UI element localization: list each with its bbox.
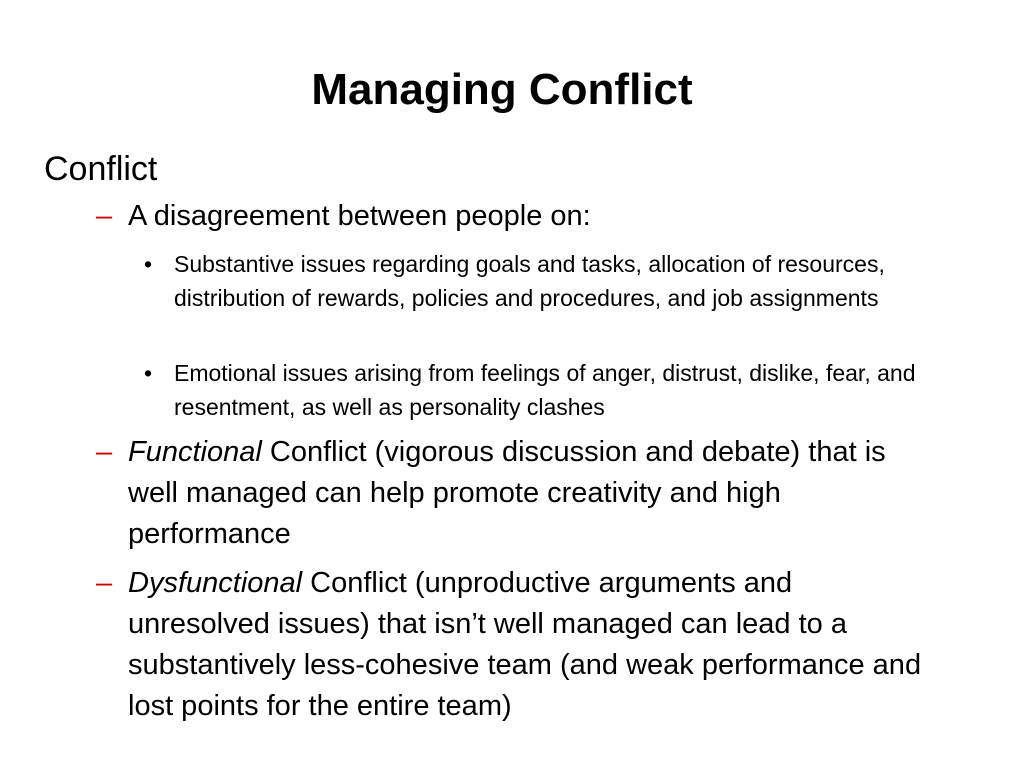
italic-term: Functional xyxy=(128,436,262,468)
sub-list-item-emotional xyxy=(144,356,934,424)
list-item-body: Conflict (vigorous discussion and debate) that is well managed can help promote creativity and high performance xyxy=(128,436,886,550)
list-item-text xyxy=(128,432,936,555)
list-item-text: A disagreement between people on: xyxy=(128,200,591,232)
bullet: • xyxy=(144,360,153,386)
list-item-text xyxy=(128,563,936,727)
list-item-disagreement xyxy=(96,196,936,237)
dash-bullet: – xyxy=(96,200,113,232)
sub-list-item-text: Emotional issues arising from feelings of anger, distrust, dislike, fear, and resentment, as well as personality clashes xyxy=(174,360,916,420)
list-item-body: Conflict (unproductive arguments and unresolved issues) that isn’t well managed can lead to a substantively less-cohesive team (and weak performance and lost points for the entire team) xyxy=(128,567,922,722)
dash-bullet: – xyxy=(96,436,113,468)
italic-term: Dysfunctional xyxy=(128,567,303,599)
sub-list-item-text: Substantive issues regarding goals and tasks, allocation of resources, distribution of rewards, policies and procedures, and job assignments xyxy=(174,251,885,311)
bullet: • xyxy=(144,251,153,277)
slide-title: Managing Conflict xyxy=(311,65,693,114)
heading-conflict: Conflict xyxy=(44,150,158,188)
sub-list-item-substantive xyxy=(144,247,934,315)
list-item-functional xyxy=(96,432,936,555)
list-item-dysfunctional xyxy=(96,563,936,727)
dash-bullet: – xyxy=(96,567,113,599)
